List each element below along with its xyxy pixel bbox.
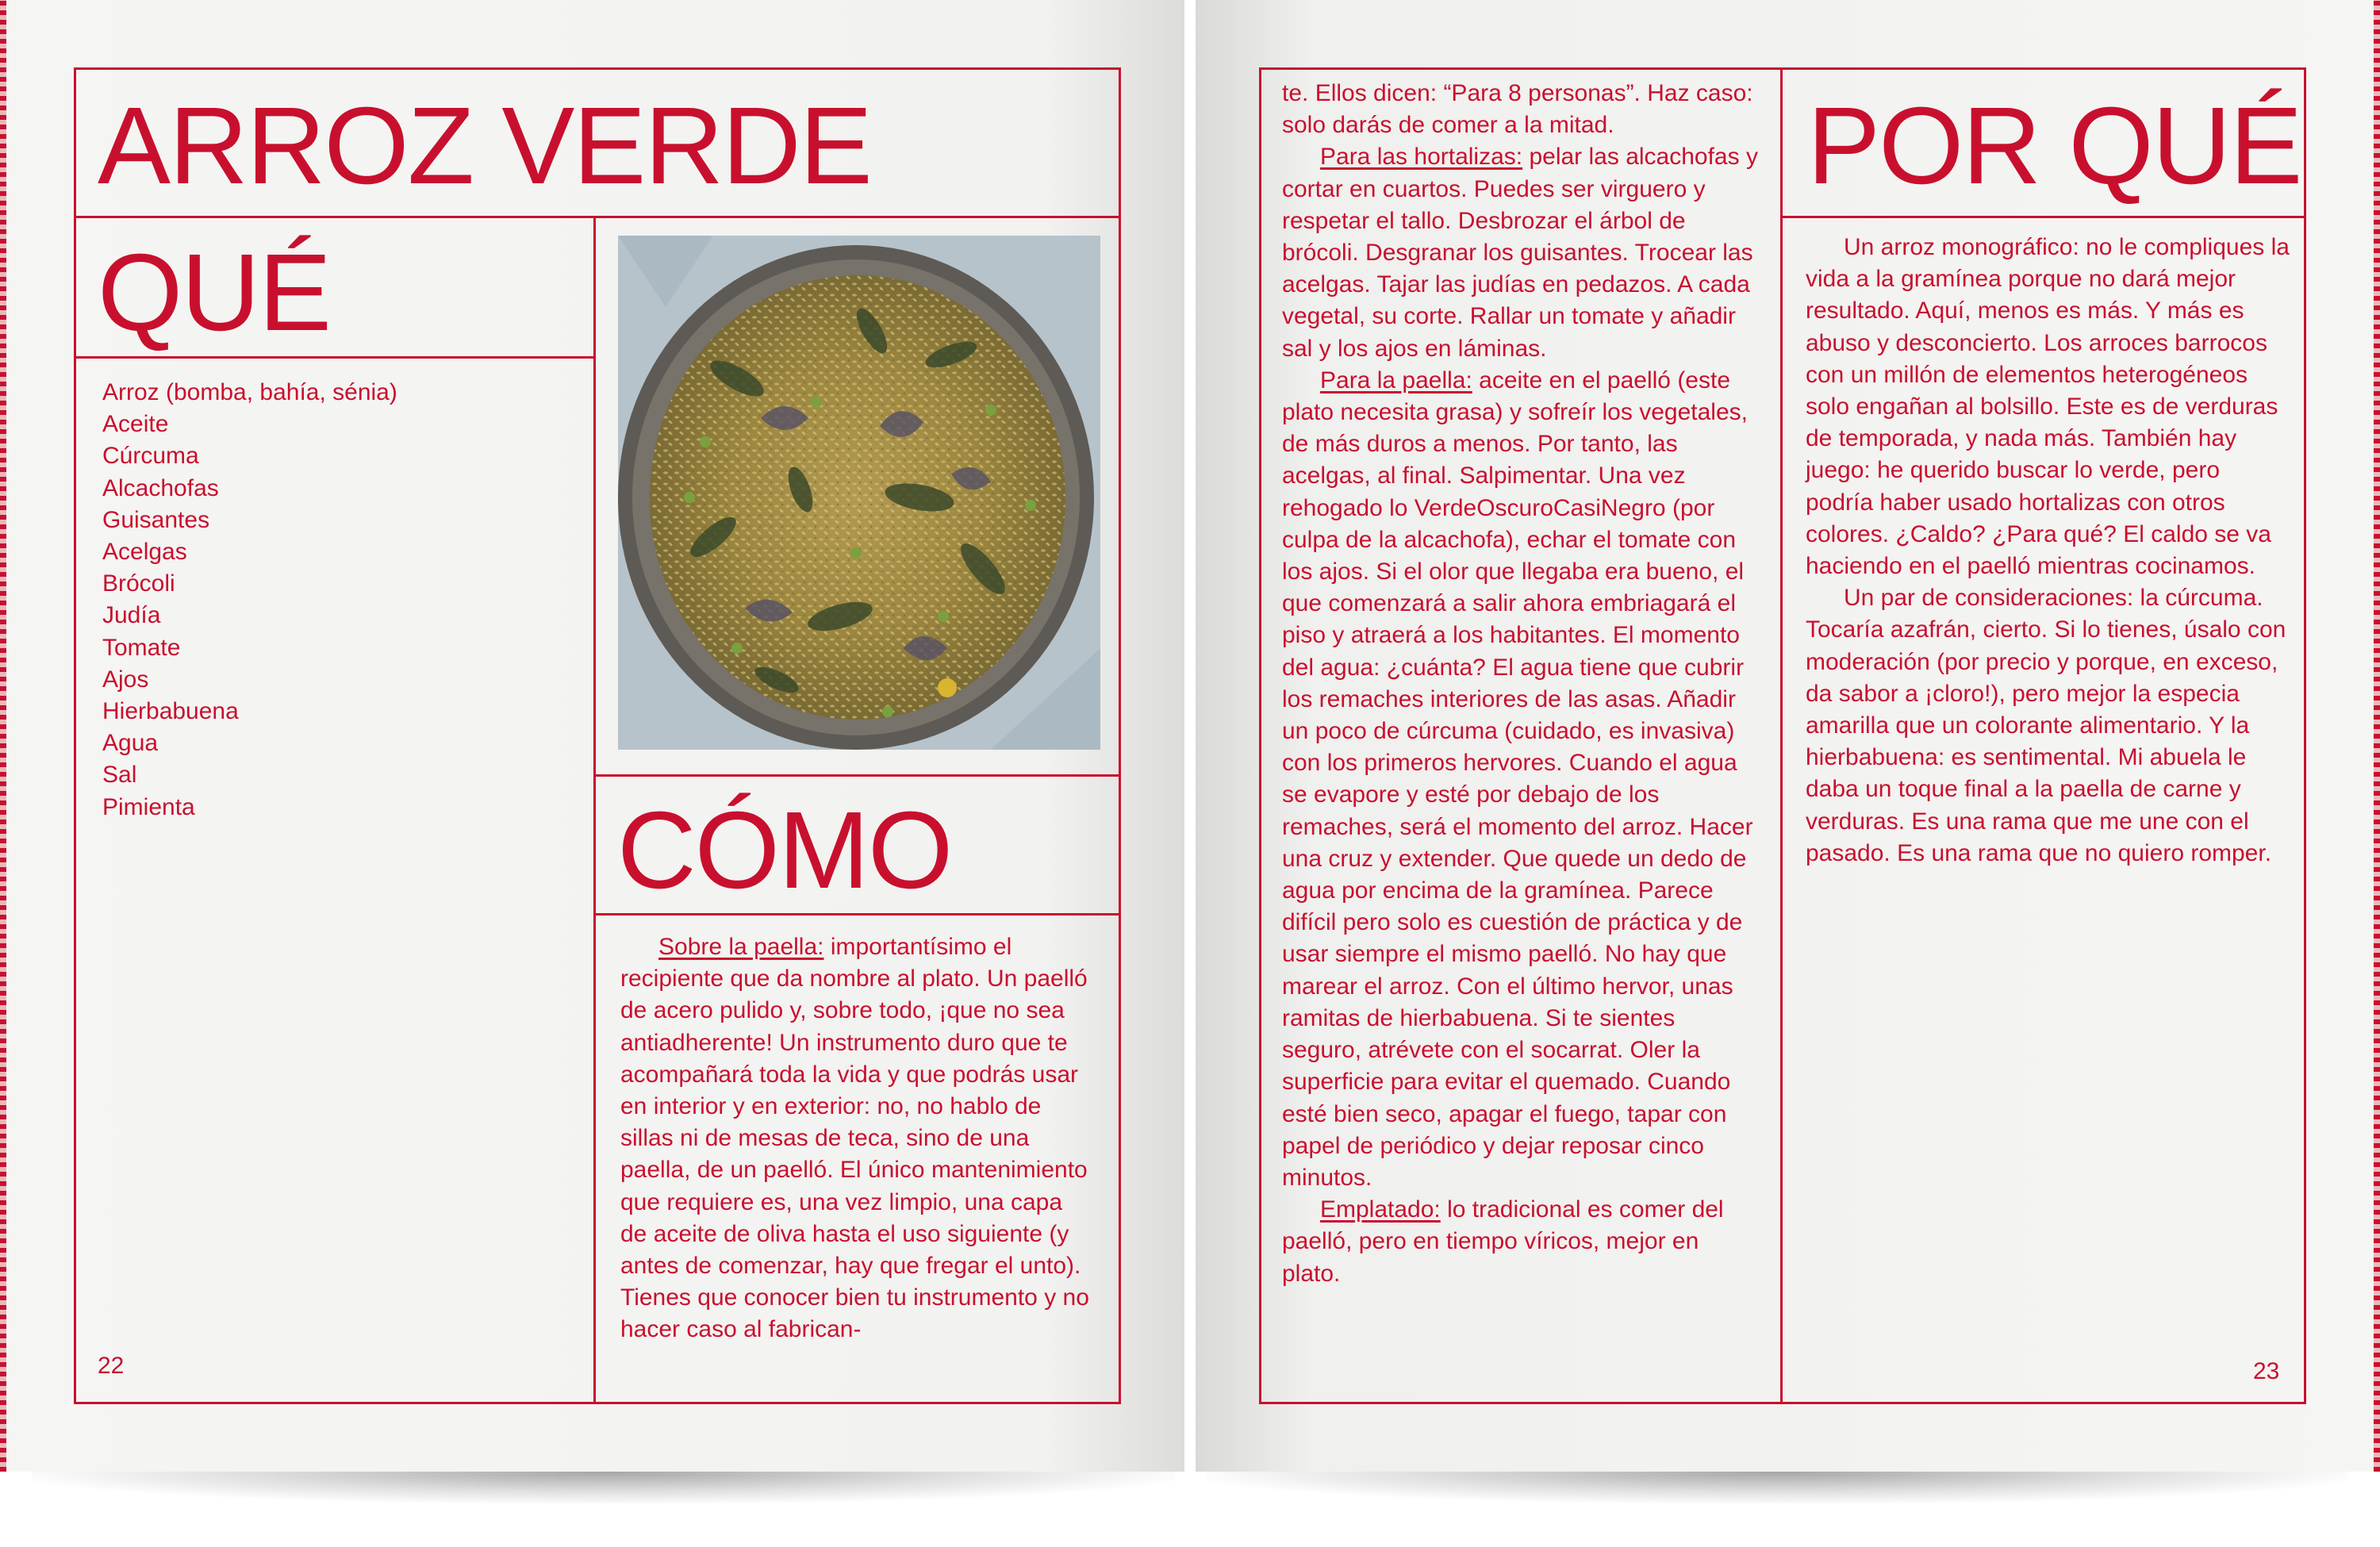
page-number-left: 22 (98, 1353, 125, 1379)
que-heading: QUÉ (98, 232, 331, 354)
paella-text: aceite en el paelló (este plato necesita grasa) y sofreír los vegetales, de más duros a menos. Por tanto, las acelgas, al final. Salpimentar. Una vez rehogado lo VerdeOscuroCasiNegro (por culpa de la alcachofa), echar el tomate con los ajos. Si el olor que llegaba era bueno, el que comenzará a salir ahora embriagará el piso y atraerá a los habitantes. El momento del agua: ¿cuánta? El agua tiene que cubrir los remaches interiores de las asas. Añadir un poco de cúrcuma (cuidado, es invasiva) con los primeros hervores. Cuando el agua se evapore y esté por debajo de los remaches, será el momento del arroz. Hacer una cruz y extender. Que quede un dedo de agua por encima de la gramínea. Parece difícil pero solo es cuestión de práctica y de usar siempre el mismo paelló. No hay que marear el arroz. Con el último hervor, unas ramitas de hierbabuena. Si te sientes seguro, atrévete con el socarrat. Oler la superficie para evitar el quemado. Cuando esté bien seco, apagar el fuego, tapar con papel de periódico y dejar reposar cinco minutos. (1282, 367, 1753, 1191)
page-shadow-left (32, 1472, 1174, 1503)
book-gutter (1184, 0, 1196, 1472)
como-continued (1282, 78, 1758, 1290)
hortalizas-label: Para las hortalizas: (1320, 144, 1523, 171)
ingredient-item: Hierbabuena (102, 698, 239, 725)
continued-text: te. Ellos dicen: “Para 8 personas”. Haz caso: solo darás de comer a la mitad. (1282, 80, 1753, 139)
ingredient-item: Arroz (bomba, bahía, sénia) (102, 379, 397, 405)
frame-line (593, 913, 1121, 916)
frame-line (1259, 67, 2306, 70)
frame-line (1119, 67, 1121, 1404)
emplatado-label: Emplatado: (1320, 1196, 1441, 1223)
ingredient-item: Judía (102, 602, 161, 629)
book-edge-right (2374, 0, 2380, 1472)
frame-line (74, 216, 1121, 218)
frame-line (1259, 1402, 2306, 1404)
frame-line (1780, 67, 1783, 1404)
ingredient-item: Alcachofas (102, 474, 219, 501)
porque-heading: POR QUÉ (1807, 85, 2301, 207)
frame-line (74, 67, 76, 1404)
ingredient-item: Brócoli (102, 570, 175, 597)
ingredient-item: Sal (102, 762, 137, 789)
frame-line (593, 216, 596, 1404)
book-edge-left (0, 0, 6, 1472)
frame-line (1780, 216, 2306, 218)
como-body (620, 931, 1093, 1346)
paella-image (618, 236, 1100, 750)
porque-body (1806, 232, 2290, 869)
page-number-right: 23 (2253, 1358, 2280, 1384)
hortalizas-text: pelar las alcachofas y cortar en cuartos. Puedes ser virguero y respetar el tallo. Desbrozar el árbol de brócoli. Desgranar los guisantes. Trocear las acelgas. Tajar las judías en pedazos. A cada vegetal, su corte. Rallar un tomate y añadir sal y los ajos en láminas. (1282, 144, 1758, 362)
frame-line (74, 356, 596, 359)
ingredient-item: Cúrcuma (102, 443, 199, 470)
frame-line (2304, 67, 2306, 1404)
paella-label: Para la paella: (1320, 367, 1472, 393)
paella-photo (618, 236, 1100, 750)
page-shadow-right (1206, 1472, 2348, 1503)
como-heading: CÓMO (617, 789, 952, 912)
ingredient-item: Aceite (102, 411, 169, 438)
ingredient-list (102, 377, 397, 823)
emplatado-text: lo tradicional es comer del paelló, pero en tiempo víricos, mejor en plato. (1282, 1196, 1724, 1287)
como-label: Sobre la paella: (658, 934, 824, 960)
ingredient-item: Acelgas (102, 539, 187, 566)
porque-paragraph-2: Un par de consideraciones: la cúrcuma. Tocaría azafrán, cierto. Si lo tienes, úsalo con moderación (por precio y porque, en exceso, da sabor a ¡cloro!), pero mejor la especia amarilla que un colorante alimentario. Y la hierbabuena: es sentimental. Mi abuela le daba un toque final a la paella de carne y verduras. Es una rama que me une con el pasado. Es una rama que no quiero romper. (1806, 585, 2286, 866)
page-title: ARROZ VERDE (98, 85, 871, 207)
ingredient-item: Tomate (102, 634, 181, 661)
ingredient-item: Ajos (102, 666, 149, 693)
frame-line (593, 774, 1121, 777)
frame-line (74, 1402, 1121, 1404)
ingredient-item: Guisantes (102, 506, 210, 533)
porque-paragraph-1: Un arroz monográfico: no le compliques la vida a la gramínea porque no dará mejor resultado. Aquí, menos es más. Y más es abuso y desconcierto. Los arroces barrocos con un millón de elementos heterogéneos solo engañan al bolsillo. Este es de verduras de temporada, y nada más. También hay juego: he querido buscar lo verde, pero podría haber usado hortalizas con otros colores. ¿Caldo? ¿Para qué? El caldo se va haciendo en el paelló mientras cocinamos. (1806, 234, 2290, 580)
como-text: importantísimo el recipiente que da nombre al plato. Un paelló de acero pulido y, sobre todo, ¡que no sea antiadherente! Un instrumento duro que te acompañará toda la vida y que podrás usar en interior y en exterior: no, no hablo de sillas ni de mesas de teca, sino de una paella, de un paelló. El único mantenimiento que requiere es, una vez limpio, una capa de aceite de oliva hasta el uso siguiente (y antes de comenzar, hay que fregar el unto). Tienes que conocer bien tu instrumento y no hacer caso al fabrican- (620, 934, 1089, 1343)
frame-line (74, 67, 1121, 70)
ingredient-item: Pimienta (102, 793, 195, 820)
frame-line (1259, 67, 1261, 1404)
ingredient-item: Agua (102, 730, 159, 757)
